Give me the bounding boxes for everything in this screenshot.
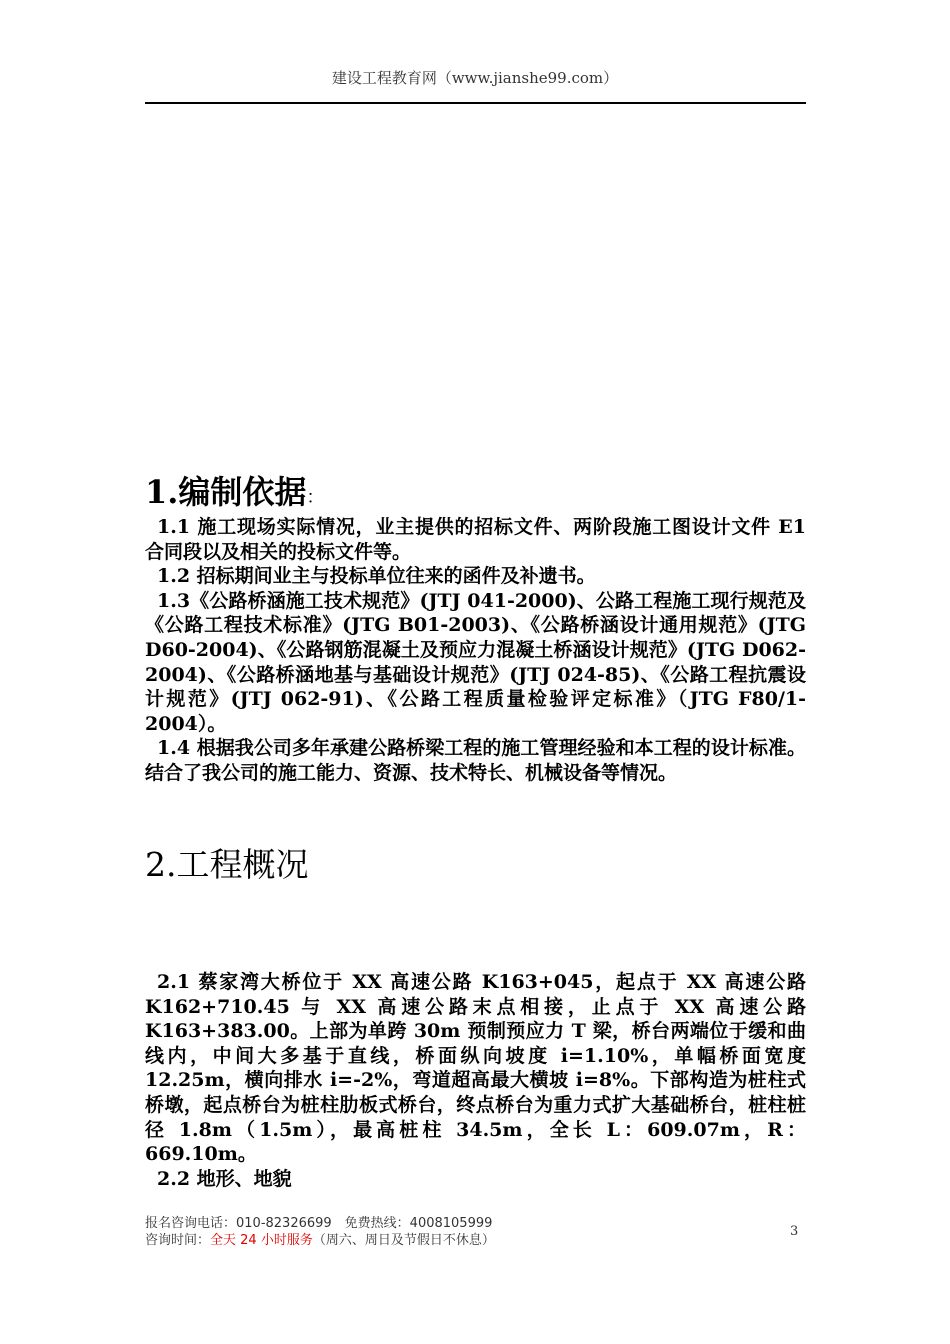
footer-hours-prefix: 咨询时间： bbox=[145, 1233, 211, 1248]
section-2-body bbox=[145, 970, 806, 1191]
section-1-title-colon: ： bbox=[306, 487, 325, 508]
footer-hours-suffix: （周六、周日及节假日不休息） bbox=[312, 1233, 495, 1248]
paragraph-1-3: 1.3《公路桥涵施工技术规范》(JTJ 041-2000)、公路工程施工现行规范及《公路工程技术标准》(JTG B01-2003)、《公路桥涵设计通用规范》(JTG D60-2004)、《公路钢筋混凝土及预应力混凝土桥涵设计规范》(JTG D062-2004)、《公路桥涵地基与基础设计规范》(JTJ 024-85)、《公路工程抗震设计规范》(JTJ 062-91)、《公路工程质量检验评定标准》（JTG F80/1-2004）。 bbox=[145, 589, 806, 735]
section-1-body bbox=[145, 515, 806, 786]
paragraph-2-1: 2.1 蔡家湾大桥位于 XX 高速公路 K163+045，起点于 XX 高速公路 K162+710.45 与 XX 高速公路末点相接，止点于 XX 高速公路 K163+383.00。上部为单跨 30m 预制预应力 T 梁，桥台两端位于缓和曲线内，中间大多基于直线，桥面纵向坡度 i=1.10%，单幅桥面宽度 12.25m，横向排水 i=-2%，弯道超高最大横坡 i=8%。下部构造为桩柱式桥墩，起点桥台为桩柱肋板式桥台，终点桥台为重力式扩大基础桥台，桩柱桩径 1.8m（1.5m），最高桩柱 34.5m，全长 L：609.07m，R：669.10m。 bbox=[145, 971, 806, 1166]
section-1-title: 1.编制依据 bbox=[145, 473, 307, 511]
paragraph-2-2: 2.2 地形、地貌 bbox=[157, 1167, 292, 1190]
footer-contact-line: 报名咨询电话：010-82326699 免费热线：4008105999 bbox=[145, 1216, 493, 1231]
paragraph-1-4: 1.4 根据我公司多年承建公路桥梁工程的施工管理经验和本工程的设计标准。结合了我公司的施工能力、资源、技术特长、机械设备等情况。 bbox=[145, 737, 806, 784]
page-number: 3 bbox=[790, 1224, 799, 1239]
page-header: 建设工程教育网（www.jianshe99.com） bbox=[331, 69, 619, 87]
header-divider bbox=[145, 102, 806, 104]
paragraph-1-2: 1.2 招标期间业主与投标单位往来的函件及补遗书。 bbox=[157, 565, 596, 588]
page-footer bbox=[145, 1215, 495, 1249]
section-2-heading: 2.工程概况 bbox=[145, 845, 309, 884]
paragraph-1-1: 1.1 施工现场实际情况，业主提供的招标文件、两阶段施工图设计文件 E1 合同段以及相关的投标文件等。 bbox=[145, 516, 806, 563]
footer-hours-highlight: 全天 24 小时服务 bbox=[210, 1233, 313, 1248]
footer-hours-line bbox=[145, 1232, 495, 1249]
section-1-heading bbox=[145, 470, 806, 520]
